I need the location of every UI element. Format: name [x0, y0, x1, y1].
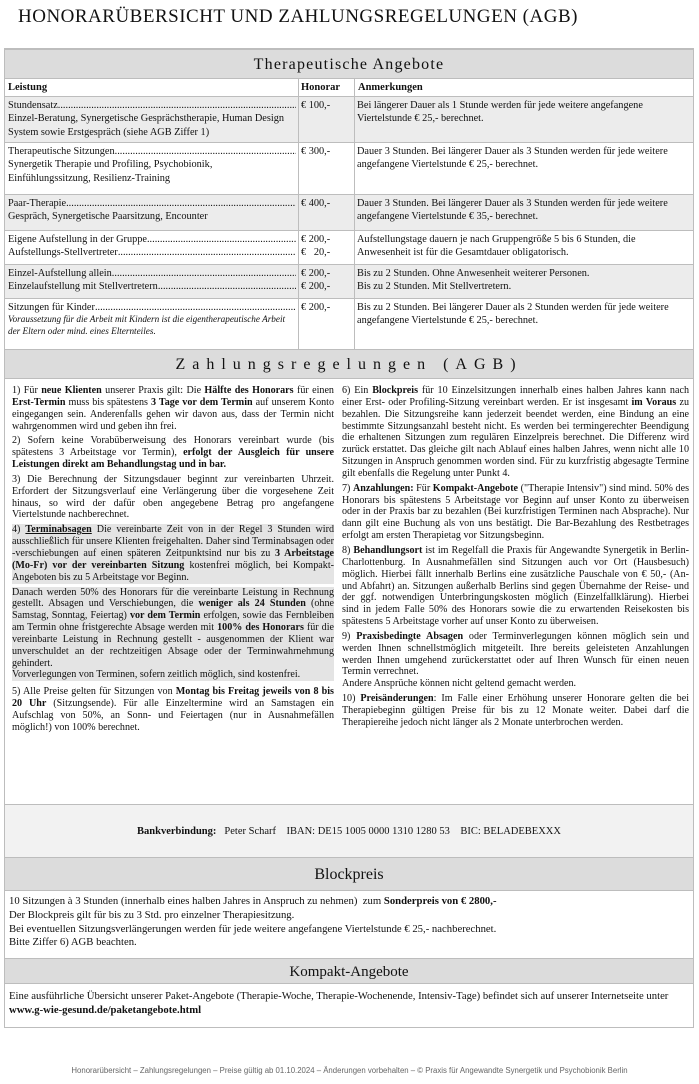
therapy-heading: Therapeutische Angebote — [5, 49, 693, 79]
service-row-paar-therapie — [5, 195, 693, 231]
service-name: Stundensatz — [8, 100, 58, 111]
services-table-header — [5, 79, 693, 97]
agb-clause-7: 7) Anzahlungen: Für Kompakt-Angebote ("Therapie Intensiv") sind mind. 50% des Honorars bis spätestens 5 Arbeitstage vor Beginn auf unser Konto zu überweisen oder in der Praxis bar zu bezahlen (Bei kurzfristigen Terminen nach Absprache). Nur dann gilt eine Buchung als von uns bestätigt. Die Bar-Bezahlung des Restbetrages erfolgt am ersten Therapietag vor Sitzungsbeginn. — [342, 482, 689, 542]
col-header-honorar: Honorar — [301, 82, 341, 93]
service-description: Gespräch, Synergetische Paarsitzung, Encounter — [8, 211, 208, 223]
blockpreis-extension: Bei eventuellen Sitzungsverlängerungen werden für jede weitere angefangene Viertelstunde € 25,- nachberechnet. — [9, 922, 497, 935]
agb-clause-3: 3) Die Berechnung der Sitzungsdauer beginnt zur vereinbarten Uhrzeit. Erfordert der Sitzungsverlauf eine Verlängerung über die vorgesehene Zeit hinaus, so wird der dafür oben angegebene Betrag pro angefangene Viertelstunde nachberechnet. — [12, 473, 334, 521]
service-price: € 300,- — [301, 146, 331, 157]
blockpreis-body — [9, 895, 689, 950]
document-title: HONORARÜBERSICHT UND ZAHLUNGSREGELUNGEN (AGB) — [18, 6, 578, 27]
service-name: Sitzungen für Kinder — [8, 302, 95, 313]
agb-right-column — [342, 385, 689, 732]
service-price: € 200,- — [301, 234, 331, 245]
service-row-kinder — [5, 299, 693, 349]
agb-clause-4-penalties: Danach werden 50% des Honorars für die vereinbarte Leistung in Rechnung gestellt. Absagen und Verschiebungen, die weniger als 24 Stunden (ohne Samstag, Sonntag, Feiertag) vor dem Termin erfolgen, sowie das Fernbleiben am Termin ohne fristgerechte Absage werden mit 100% des Honorars für die vereinbarte Leistung in Rechnung gestellt - ausgenommen der Klient war unverschuldet an der rechtzeitigen Absage oder der Terminwahrnehmung gehindert. — [12, 586, 334, 669]
service-note: Dauer 3 Stunden. Bei längerer Dauer als 3 Stunden werden für jede weitere angefangene Viertelstunde € 25,- berechnet. — [357, 146, 668, 171]
content-frame — [4, 48, 694, 1028]
col-header-leistung: Leistung — [8, 82, 48, 93]
service-name: Eigene Aufstellung in der Gruppe — [8, 234, 147, 245]
agb-clause-1: 1) Für neue Klienten unserer Praxis gilt: Die Hälfte des Honorars für einen Erst-Termin muss bis spätestens 3 Tage vor dem Termin auf unserem Konto eingegangen sein. Anderenfalls gehen wir davon aus, dass der Termin nicht wahrgenommen wird und geben ihn frei. — [12, 385, 335, 432]
service-note-2: Bis zu 2 Stunden. Mit Stellvertretern. — [357, 281, 512, 293]
agb-clause-2: 2) Sofern keine Vorabüberweisung des Honorars vereinbart wurde (bis spätestens 3 Arbeitstage vor Termin), erfolgt der Ausgleich für unsere Leistungen direkt am Behandlungstag und in bar. — [12, 435, 334, 471]
service-condition-note: Voraussetzung für die Arbeit mit Kindern ist die eigentherapeutische Arbeit der Eltern oder mind. eines Elternteiles. — [8, 314, 286, 336]
service-price: € 200,- — [301, 302, 331, 313]
kompakt-body: Eine ausführliche Übersicht unserer Paket-Angebote (Therapie-Woche, Therapie-Wochenende, Intensiv-Tage) befindet sich auf unserer Internetseite unter www.g-wie-gesund.de/paketangebote.html — [9, 990, 669, 1016]
service-price: € 400,- — [301, 198, 331, 209]
blockpreis-offer: 10 Sitzungen à 3 Stunden (innerhalb eines halben Jahres in Anspruch zu nehmen) zum Sonderpreis von € 2800,- — [9, 895, 497, 907]
service-name: Therapeutische Sitzungen — [8, 146, 115, 157]
paketangebote-link[interactable]: www.g-wie-gesund.de/paketangebote.html — [9, 1004, 202, 1016]
service-description: Synergetik Therapie und Profiling, Psychobionik, Einfühlungssitzung, Resilienz-Training — [8, 159, 213, 184]
service-name-2: Einzelaufstellung mit Stellvertretern — [8, 281, 158, 293]
service-row-stundensatz — [5, 97, 693, 143]
column-divider — [298, 79, 299, 349]
service-note: Bis zu 2 Stunden. Ohne Anwesenheit weiterer Personen. — [357, 268, 590, 279]
service-name: Paar-Therapie — [8, 198, 67, 209]
agb-clause-5: 5) Alle Preise gelten für Sitzungen von Montag bis Freitag jeweils von 8 bis 20 Uhr (Sitzungsende). Für alle Einzeltermine wird an Samstagen ein Aufschlag von 50%, an Sonn- und Feiertagen (nur in Ausnahmefällen möglich!) von 100% berechnet. — [12, 686, 334, 733]
service-note: Dauer 3 Stunden. Bei längerer Dauer als 3 Stunden werden für jede weitere angefangene Viertelstunde € 35,- berechnet. — [357, 198, 668, 223]
agb-clause-10: 10) Preisänderungen: Im Falle einer Erhöhung unserer Honorare gelten die bei Therapiebeginn gültigen Preise für bis zu 12 Monate weiter. Dabei darf die Therapiereihe jedoch nicht länger als 2 Monate unterbrochen werden. — [342, 693, 689, 728]
service-row-therapeutische-sitzungen — [5, 143, 693, 195]
column-divider — [354, 79, 355, 349]
agb-clause-9: 9) Praxisbedingte Absagen oder Terminverlegungen können möglich sein und werden Ihnen schnellstmöglich mitgeteilt. Ihre bereits geleisteten Anzahlungen werden Ihnen umgehend zurückerstattet oder auf Ihren Wunsch für einen neuen Termin verrechnet. Andere Ansprüche können nicht geltend gemacht werden. — [342, 630, 689, 690]
service-description: Einzel-Beratung, Synergetische Gesprächstherapie, Human Design System sowie Erstgespräch (siehe AGB Ziffer 1) — [8, 113, 285, 138]
col-header-anmerkungen: Anmerkungen — [358, 82, 423, 93]
service-row-einzel-aufstellung — [5, 265, 693, 299]
kompakt-heading: Kompakt-Angebote — [5, 958, 693, 984]
bank-details — [5, 804, 693, 857]
service-price: € 200,- — [301, 268, 331, 279]
page-footer: Honorarübersicht – Zahlungsregelungen – Preise gültig ab 01.10.2024 – Änderungen vorbehalten – © Praxis für Angewandte Synergetik und Psychobionik Berlin — [71, 1066, 628, 1075]
agb-heading: Zahlungsregelungen (AGB) — [5, 349, 693, 379]
service-note: Bis zu 2 Stunden. Bei längerer Dauer als 2 Stunden werden für jede weitere angefangene Viertelstunde € 25,- berechnet. — [357, 302, 669, 327]
service-name-2: Aufstellungs-Stellvertreter — [8, 247, 118, 259]
service-note: Aufstellungstage dauern je nach Gruppengröße 5 bis 6 Stunden, die Anwesenheit ist für die Gesamtdauer obligatorisch. — [357, 234, 636, 259]
service-price-2: € 20,- — [301, 247, 331, 259]
blockpreis-heading: Blockpreis — [5, 857, 693, 891]
agb-clause-4: 4) Terminabsagen Die vereinbarte Zeit von in der Regel 3 Stunden wird ausschließlich für unsere Klienten freigehalten. Daher sind Terminabsagen oder -verschiebungen auf einen späteren Zeitpunktsind nur bis zu 3 Arbeitstage (Mo-Fr) vor der vereinbarten Sitzung kostenfrei möglich, bei Kompakt-Angeboten bis zu 5 Arbeitstage vor Beginn. — [12, 524, 334, 583]
service-price: € 100,- — [301, 100, 331, 111]
agb-clause-4-vorverlegung: Vorverlegungen von Terminen, sofern zeitlich möglich, sind kostenfrei. — [12, 669, 334, 681]
agb-clause-8: 8) Behandlungsort ist im Regelfall die Praxis für Angewandte Synergetik in Berlin-Charlottenburg. In Ausnahmefällen sind Sitzungen auch vor Ort (Hausbesuch) möglich. Hierbei fällt innerhalb Berlins eine zusätzliche Pauschale von € 50,- (An- und Abfahrt) an. Sitzungen außerhalb Berlins sind gegen Übernahme der Reise- und der ggf. notwendigen Unterbringungskosten möglich (Einzelfallklärung). Hierbei sind in jedem Falle 50% des Honorars sowie die zu erwartenden Reisekosten bis spätestens 5 Arbeitstage vorher auf unser Konto zu überweisen. — [342, 544, 689, 628]
blockpreis-limit: Der Blockpreis gilt für bis zu 3 Std. pro einzelner Therapiesitzung. — [9, 908, 295, 921]
bank-label: Bankverbindung: — [137, 826, 217, 837]
service-note: Bei längerer Dauer als 1 Stunde werden für jede weitere angefangene Viertelstunde € 25,- berechnet. — [357, 100, 643, 125]
agb-left-column — [12, 385, 334, 737]
agb-clause-6: 6) Ein Blockpreis für 10 Einzelsitzungen innerhalb eines halben Jahres kann nach einer Erst- oder Profiling-Sitzung vereinbart werden. Er ist insgesamt im Voraus zu bezahlen. Die Sitzungsreihe kann jederzeit beendet werden, eine Bindung an eine bestimmte Sitzungsanzahl besteht nicht. Es werden bei termingerechter Beendigung die erhaltenen Sitzungen zum regulären Einzelpreis berechnet. Die Differenz wird zurück erstattet. Das gleiche gilt nach Ablauf eines halben Jahres, wenn nicht alle 10 Sitzungen in Anspruch genommen worden sind. Für zu kurzfristig abgesagte Termine gilt ebenfalls die Regelung unter Punkt 4. — [342, 385, 689, 479]
service-price-2: € 200,- — [301, 281, 331, 293]
blockpreis-reference: Bitte Ziffer 6) AGB beachten. — [9, 936, 137, 949]
service-name: Einzel-Aufstellung allein — [8, 268, 112, 279]
service-row-aufstellung-gruppe — [5, 231, 693, 265]
bank-account: Peter Scharf IBAN: DE15 1005 0000 1310 1280 53 BIC: BELADEBEXXX — [224, 826, 561, 837]
